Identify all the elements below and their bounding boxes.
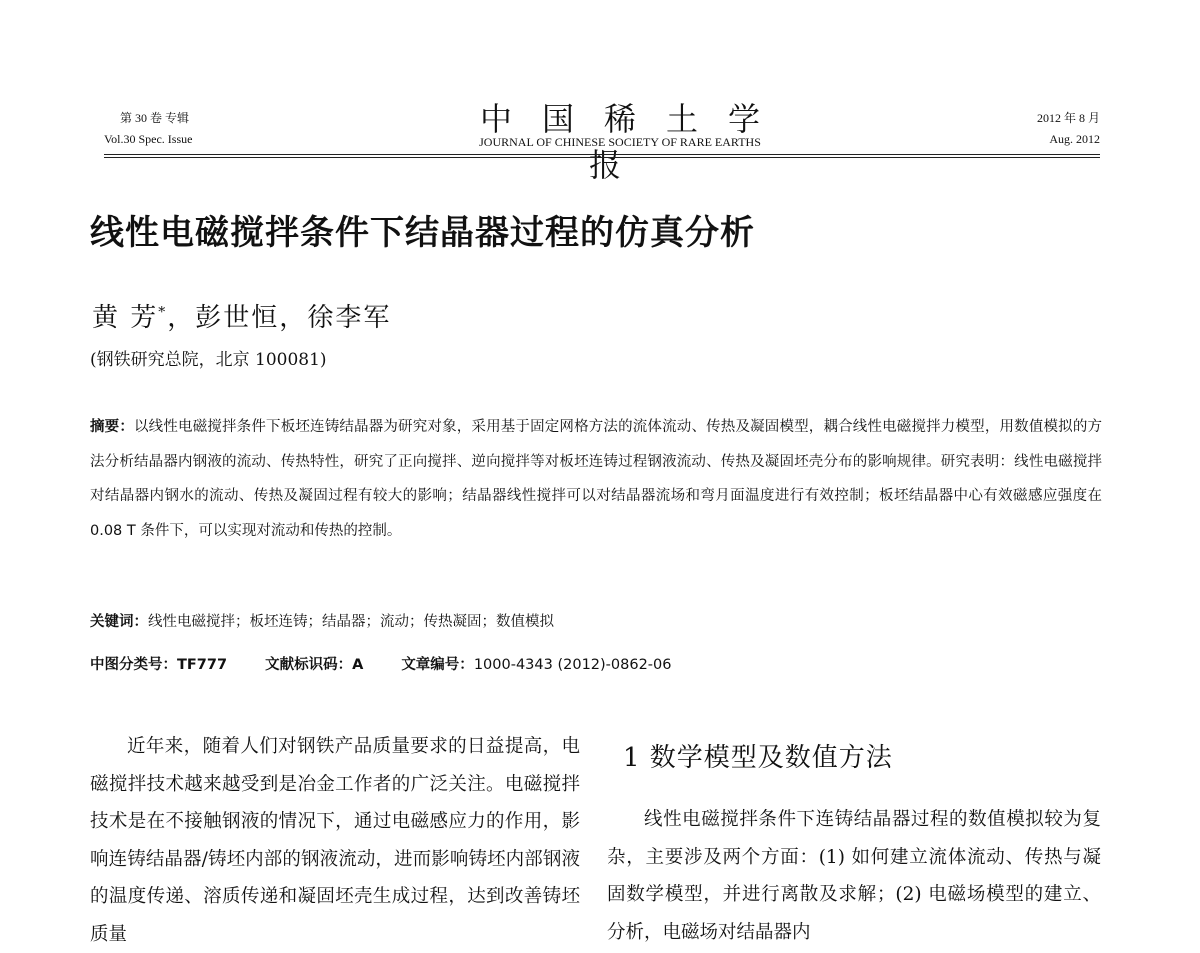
author-name: 彭世恒 [195,303,280,333]
doc-code-value: A [352,657,364,673]
abstract [90,410,1102,548]
abstract-label: 摘要： [90,419,135,435]
header-rule-bottom [104,157,1100,158]
keywords [90,610,554,631]
affiliation: (钢铁研究总院，北京 100081) [90,350,327,370]
journal-title-en: JOURNAL OF CHINESE SOCIETY OF RARE EARTHS [479,135,761,149]
volume-cn: 第 30 卷 专辑 [120,111,190,125]
journal-title-cn: 中国稀土学报 [479,100,790,184]
paper-title: 线性电磁搅拌条件下结晶器过程的仿真分析 [90,213,755,253]
classification-line [90,653,672,674]
doc-code-label: 文献标识码： [265,657,353,673]
volume-en: Vol.30 Spec. Issue [104,132,193,146]
body-right-column [607,801,1101,951]
keywords-label: 关键词： [90,614,148,630]
keywords-text: 线性电磁搅拌；板坯连铸；结晶器；流动；传热凝固；数值模拟 [148,614,554,630]
corresponding-mark: * [158,304,168,321]
author-separator: ， [279,303,308,333]
clc-value: TF777 [177,657,228,673]
clc-label: 中图分类号： [90,657,177,673]
abstract-text: 以线性电磁搅拌条件下板坯连铸结晶器为研究对象，采用基于固定网格方法的流体流动、传热及凝固模型，耦合线性电磁搅拌力模型，用数值模拟的方法分析结晶器内钢液的流动、传热特性，研究了正向搅拌、逆向搅拌等对板坯连铸过程钢液流动、传热及凝固坯壳分布的影响规律。研究表明：线性电磁搅拌对结晶器内钢水的流动、传热及凝固过程有较大的影响；结晶器线性搅拌可以对结晶器流场和弯月面温度进行有效控制；板坯结晶器中心有效磁感应强度在 0.08 T 条件下，可以实现对流动和传热的控制。 [90,419,1103,539]
header-rule-top [104,154,1100,155]
body-left-column [90,728,580,953]
author-separator: ， [167,303,196,333]
header-left [104,108,192,150]
section-heading: 1 数学模型及数值方法 [623,743,893,773]
author-name: 徐李军 [307,303,392,333]
header-right [1037,108,1100,150]
section-paragraph: 线性电磁搅拌条件下连铸结晶器过程的数值模拟较为复杂，主要涉及两个方面：(1) 如何建立流体流动、传热与凝固数学模型，并进行离散及求解；(2) 电磁场模型的建立、分析，电磁场对结晶器内 [607,809,1101,943]
author-name: 黄 芳 [92,303,159,333]
date-en: Aug. 2012 [1049,132,1100,146]
article-number-label: 文章编号： [401,657,474,673]
author-list [92,297,391,334]
intro-paragraph: 近年来，随着人们对钢铁产品质量要求的日益提高，电磁搅拌技术越来越受到是冶金工作者的广泛关注。电磁搅拌技术是在不接触钢液的情况下，通过电磁感应力的作用，影响连铸结晶器/铸坯内部的钢液流动，进而影响铸坯内部钢液的温度传递、溶质传递和凝固坯壳生成过程，达到改善铸坯质量 [90,736,580,945]
article-number-value: 1000-4343 (2012)-0862-06 [473,657,672,673]
date-cn: 2012 年 8 月 [1036,111,1100,125]
